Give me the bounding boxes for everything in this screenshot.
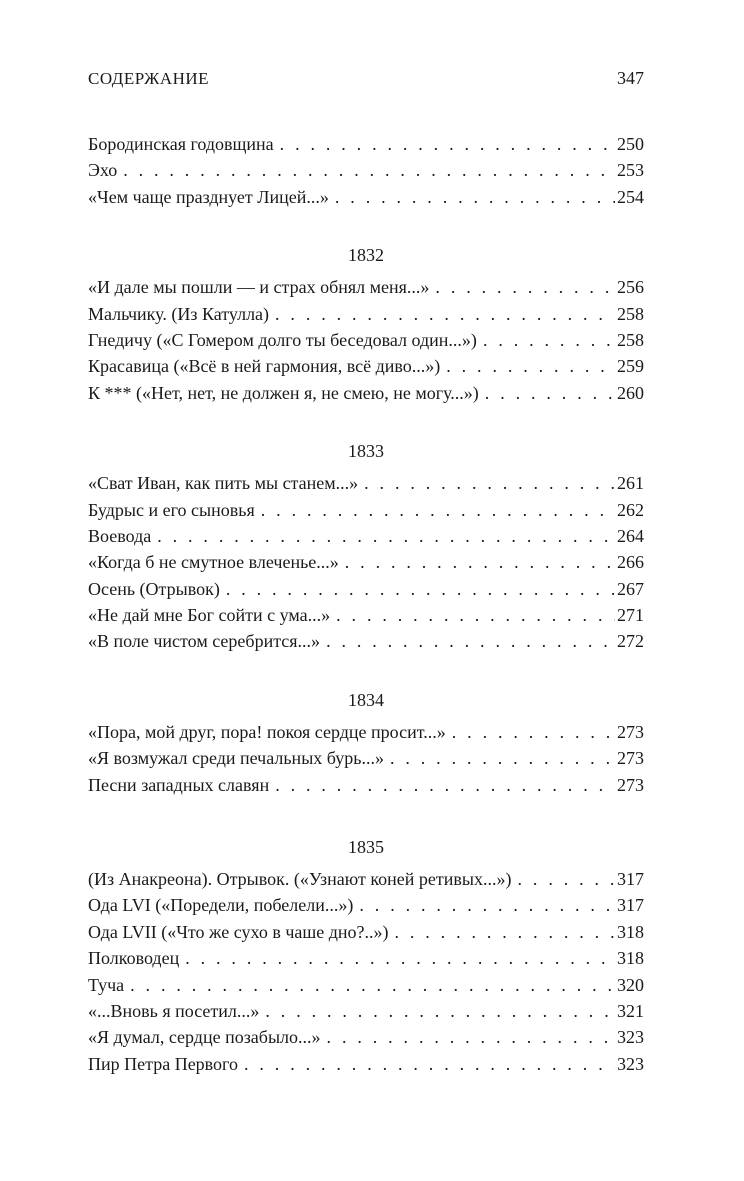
- contents-page: [88, 68, 644, 1077]
- dot-leader: [345, 549, 615, 575]
- toc-entry-page-number: 256: [617, 277, 644, 298]
- toc-entry-title: Ода LVII («Что же сухо в чаше дно?..»): [88, 921, 389, 942]
- toc-entry-page-number: 267: [617, 578, 644, 599]
- dot-leader: [446, 353, 615, 379]
- dot-leader: [359, 892, 615, 918]
- toc-entry-page-number: 323: [617, 1053, 644, 1074]
- toc-entry-title: «Я возмужал среди печальных бурь...»: [88, 748, 384, 769]
- toc-entry-page-number: 320: [617, 974, 644, 995]
- dot-leader: [265, 998, 615, 1024]
- toc-entry-page-number: 318: [617, 921, 644, 942]
- toc-entry-title: Осень (Отрывок): [88, 578, 220, 599]
- toc-entry-title: (Из Анакреона). Отрывок. («Узнают коней ретивых...»): [88, 869, 512, 890]
- toc-entry-title: Гнедичу («С Гомером долго ты беседовал один...»): [88, 329, 477, 350]
- toc-entry[interactable]: [88, 866, 644, 892]
- toc-entry[interactable]: [88, 945, 644, 971]
- toc-entry-page-number: 321: [617, 1000, 644, 1021]
- toc-entry[interactable]: [88, 353, 644, 379]
- toc-entry[interactable]: [88, 919, 644, 945]
- toc-entry[interactable]: [88, 380, 644, 406]
- toc-entry[interactable]: [88, 719, 644, 745]
- dot-leader: [226, 576, 615, 602]
- toc-entry-title: Туча: [88, 974, 125, 995]
- table-of-contents: [88, 131, 644, 1077]
- toc-entry[interactable]: [88, 998, 644, 1024]
- toc-entry-page-number: 253: [617, 160, 644, 181]
- dot-leader: [327, 1024, 615, 1050]
- dot-leader: [435, 274, 615, 300]
- toc-entry-title: Бородинская годовщина: [88, 134, 274, 154]
- toc-entry-title: Мальчику. (Из Катулла): [88, 303, 270, 324]
- toc-entry-title: Песни западных славян: [88, 774, 270, 795]
- toc-entry-title: К *** («Нет, нет, не должен я, не смею, не могу...»): [88, 382, 479, 403]
- toc-entry[interactable]: [88, 1051, 644, 1077]
- toc-entry[interactable]: [88, 497, 644, 523]
- toc-entry[interactable]: [88, 470, 644, 496]
- toc-entry-title: Эхо: [88, 160, 118, 181]
- toc-entry-title: «...Вновь я посетил...»: [88, 1000, 260, 1021]
- entry-list: [88, 470, 644, 655]
- toc-entry[interactable]: [88, 301, 644, 327]
- toc-entry-page-number: 254: [617, 186, 644, 207]
- toc-entry-title: «Когда б не смутное влеченье...»: [88, 552, 339, 573]
- toc-entry-title: «Я думал, сердце позабыло...»: [88, 1027, 321, 1048]
- toc-section: [88, 438, 644, 655]
- toc-entry-page-number: 266: [617, 552, 644, 573]
- section-year-heading: 1835: [348, 837, 384, 858]
- dot-leader: [123, 157, 615, 183]
- toc-entry[interactable]: [88, 327, 644, 353]
- toc-section: [88, 687, 644, 798]
- toc-section: [88, 242, 644, 406]
- toc-entry-title: Будрыс и его сыновья: [88, 499, 255, 520]
- toc-entry-page-number: 272: [617, 631, 644, 652]
- section-year-heading: 1832: [348, 245, 384, 266]
- toc-entry[interactable]: [88, 892, 644, 918]
- toc-entry[interactable]: [88, 523, 644, 549]
- toc-entry[interactable]: [88, 1024, 644, 1050]
- dot-leader: [394, 919, 615, 945]
- toc-entry-page-number: 250: [617, 134, 644, 154]
- toc-entry-page-number: 271: [617, 605, 644, 626]
- dot-leader: [275, 301, 615, 327]
- toc-entry[interactable]: [88, 972, 644, 998]
- toc-entry[interactable]: [88, 549, 644, 575]
- dot-leader: [244, 1051, 615, 1077]
- dot-leader: [364, 470, 615, 496]
- dot-leader: [280, 131, 615, 157]
- toc-entry-title: Пир Петра Первого: [88, 1053, 238, 1074]
- dot-leader: [518, 866, 615, 892]
- toc-entry-page-number: 317: [617, 869, 644, 890]
- toc-entry-page-number: 258: [617, 303, 644, 324]
- toc-entry-title: «Чем чаще празднует Лицей...»: [88, 186, 329, 207]
- toc-entry[interactable]: [88, 745, 644, 771]
- section-year-heading: 1833: [348, 441, 384, 462]
- toc-entry-title: «Не дай мне Бог сойти с ума...»: [88, 605, 331, 626]
- toc-entry-page-number: 258: [617, 329, 644, 350]
- toc-entry-title: «Пора, мой друг, пора! покоя сердце просит...»: [88, 721, 446, 742]
- toc-entry-page-number: 323: [617, 1027, 644, 1048]
- toc-entry-page-number: 261: [617, 473, 644, 494]
- toc-entry[interactable]: [88, 772, 644, 798]
- dot-leader: [485, 380, 615, 406]
- toc-entry-page-number: 273: [617, 748, 644, 769]
- entry-list: [88, 719, 644, 798]
- running-title: СОДЕРЖАНИЕ: [88, 69, 210, 88]
- dot-leader: [130, 972, 615, 998]
- section-year-heading: 1834: [348, 689, 384, 710]
- entry-list: [88, 274, 644, 406]
- dot-leader: [335, 184, 615, 210]
- dot-leader: [390, 745, 615, 771]
- dot-leader: [185, 945, 615, 971]
- toc-entry-title: «И дале мы пошли — и страх обнял меня...»: [88, 277, 430, 298]
- toc-entry[interactable]: [88, 131, 644, 157]
- toc-entry[interactable]: [88, 602, 644, 628]
- toc-entry-title: Ода LVI («Поредели, побелели...»): [88, 895, 354, 916]
- dot-leader: [483, 327, 615, 353]
- dot-leader: [157, 523, 615, 549]
- toc-entry-title: Воевода: [88, 525, 152, 546]
- running-head: [88, 68, 644, 98]
- toc-entry-page-number: 273: [617, 774, 644, 795]
- toc-entry[interactable]: [88, 628, 644, 654]
- dot-leader: [452, 719, 615, 745]
- entry-list: [88, 866, 644, 1077]
- toc-entry-page-number: 273: [617, 721, 644, 742]
- dot-leader: [326, 628, 615, 654]
- toc-section: [88, 834, 644, 1077]
- toc-entry[interactable]: [88, 157, 644, 183]
- toc-entry-page-number: 264: [617, 525, 644, 546]
- toc-entry-title: Красавица («Всё в ней гармония, всё диво...»): [88, 356, 441, 377]
- toc-entry-page-number: 259: [617, 356, 644, 377]
- toc-entry-page-number: 318: [617, 948, 644, 969]
- toc-entry-page-number: 317: [617, 895, 644, 916]
- toc-entry-title: «В поле чистом серебрится...»: [88, 631, 321, 652]
- toc-entry-title: Полководец: [88, 948, 180, 969]
- dot-leader: [336, 602, 615, 628]
- entry-list: [88, 131, 644, 210]
- dot-leader: [275, 772, 615, 798]
- toc-entry-title: «Сват Иван, как пить мы станем...»: [88, 473, 359, 494]
- toc-entry[interactable]: [88, 184, 644, 210]
- toc-entry[interactable]: [88, 576, 644, 602]
- dot-leader: [261, 497, 615, 523]
- toc-entry-page-number: 260: [617, 382, 644, 403]
- toc-section: [88, 131, 644, 210]
- page-number: 347: [617, 68, 644, 88]
- toc-entry[interactable]: [88, 274, 644, 300]
- toc-entry-page-number: 262: [617, 499, 644, 520]
